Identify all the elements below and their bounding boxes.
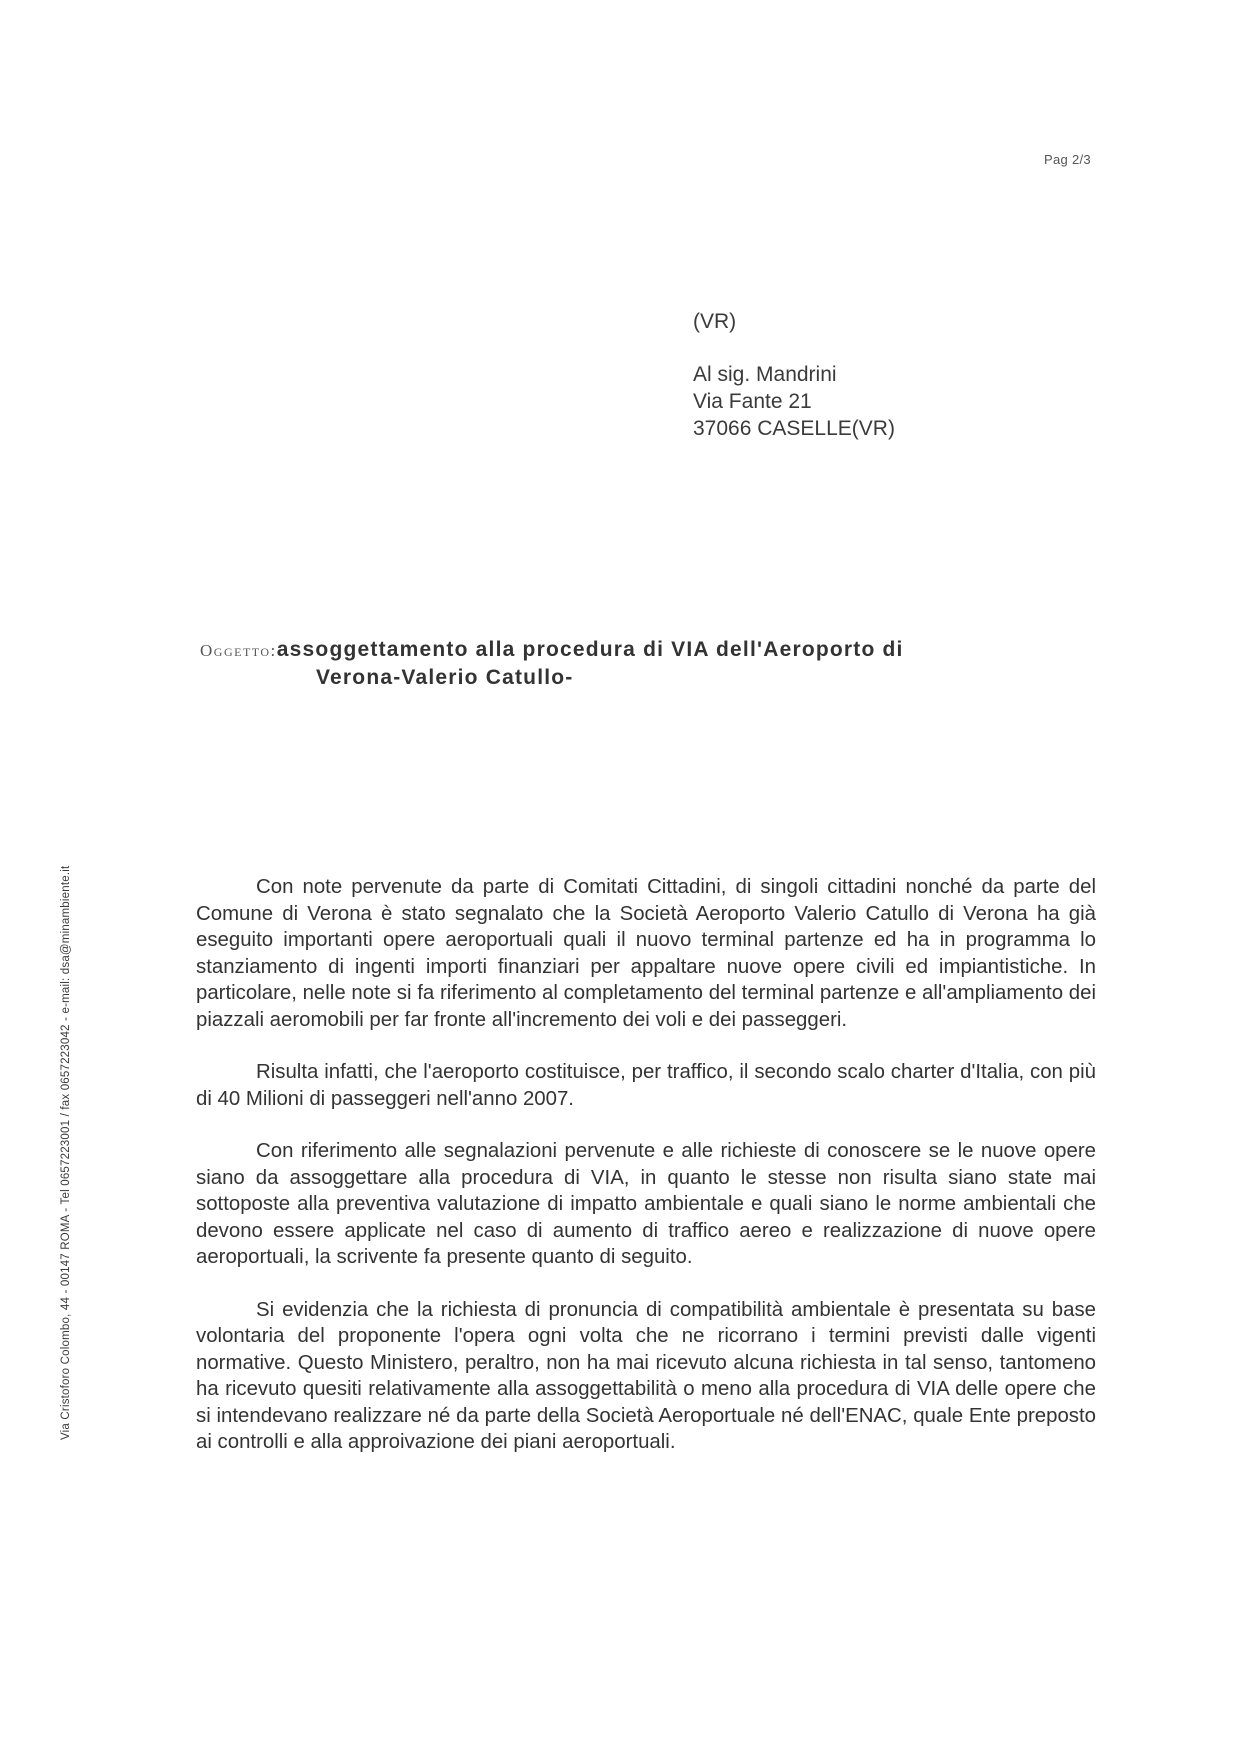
recipient-province: (VR) xyxy=(693,310,737,333)
recipient-street: Via Fante 21 xyxy=(693,390,812,413)
recipient-city: 37066 CASELLE(VR) xyxy=(693,417,895,440)
subject-text-line2: Verona-Valerio Catullo- xyxy=(316,666,574,689)
page-number: Pag 2/3 xyxy=(1044,152,1091,167)
body-paragraph-4: Si evidenzia che la richiesta di pronuncia di compatibilità ambientale è presentata su base volontaria del proponente l'opera ogni volta che ne ricorrano i termini previsti dalle vigenti normative. Questo Ministero, peraltro, non ha mai ricevuto alcuna richiesta in tal senso, tantomeno ha ricevuto quesiti relativamente alla assoggettabilità o meno alla procedura di VIA delle opere che si intendevano realizzare né da parte della Società Aeroportuale né dell'ENAC, quale Ente preposto ai controlli e alla approivazione dei piani aeroportuali. xyxy=(196,1298,1096,1453)
subject-line xyxy=(200,636,1104,691)
subject-label: Oggetto: xyxy=(200,641,277,660)
body-paragraph-3: Con riferimento alle segnalazioni pervenute e alle richieste di conoscere se le nuove opere siano da assoggettare alla procedura di VIA, in quanto le stesse non risulta siano state mai sottoposte alla preventiva valutazione di impatto ambientale e quali siano le norme ambientali che devono essere applicate nel caso di aumento di traffico aereo e realizzazione di nuove opere aeroportuali, la scrivente fa presente quanto di seguito. xyxy=(196,1140,1096,1268)
recipient-name: Al sig. Mandrini xyxy=(693,363,837,386)
subject-text-line1: assoggettamento alla procedura di VIA dell'Aeroporto di xyxy=(276,638,904,661)
body-paragraph-2: Risulta infatti, che l'aeroporto costituisce, per traffico, il secondo scalo charter d'Italia, con più di 40 Milioni di passeggeri nell'anno 2007. xyxy=(196,1061,1096,1110)
letter-body xyxy=(196,874,1096,1482)
recipient-address xyxy=(693,308,895,442)
sender-contact-sidebar: Via Cristoforo Colombo, 44 - 00147 ROMA - Tel 0657223001 / fax 0657223042 - e-mail: dsa@minambiente.it xyxy=(60,865,72,1440)
body-paragraph-1: Con note pervenute da parte di Comitati Cittadini, di singoli cittadini nonché da parte del Comune di Verona è stato segnalato che la Società Aeroporto Valerio Catullo di Verona ha già eseguito importanti opere aeroportuali quali il nuovo terminal partenze ed ha in programma lo stanziamento di ingenti importi finanziari per appaltare nuove opere civili ed impiantistiche. In particolare, nelle note si fa riferimento al completamento del terminal partenze e all'ampliamento dei piazzali aeromobili per far fronte all'incremento dei voli e dei passeggeri. xyxy=(196,876,1096,1031)
